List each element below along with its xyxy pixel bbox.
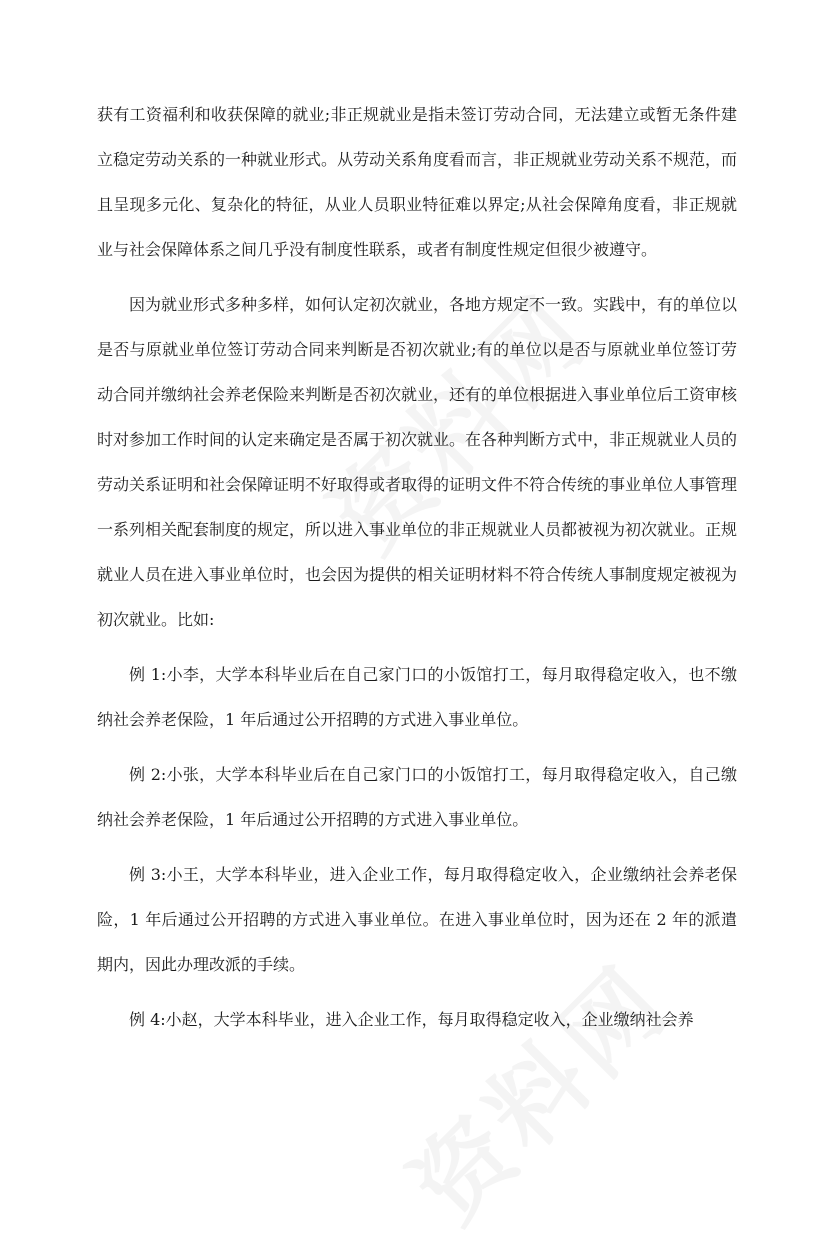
paragraph: 例 1:小李，大学本科毕业后在自己家门口的小饭馆打工，每月取得稳定收入，也不缴纳社会养老保险，1 年后通过公开招聘的方式进入事业单位。	[97, 665, 737, 729]
paragraph: 例 4:小赵，大学本科毕业，进入企业工作，每月取得稳定收入，企业缴纳社会养	[129, 1010, 694, 1029]
paragraph: 获有工资福利和收获保障的就业;非正规就业是指未签订劳动合同，无法建立或暂无条件建立稳定劳动关系的一种就业形式。从劳动关系角度看而言，非正规就业劳动关系不规范，而且呈现多元化、复杂化的特征，从业人员职业特征难以界定;从社会保障角度看，非正规就业与社会保障体系之间几乎没有制度性联系，或者有制度性规定但很少被遵守。	[97, 105, 738, 259]
document-body	[97, 92, 737, 1042]
paragraph: 例 3:小王，大学本科毕业，进入企业工作，每月取得稳定收入，企业缴纳社会养老保险，1 年后通过公开招聘的方式进入事业单位。在进入事业单位时，因为还在 2 年的派遣期内，因此办理改派的手续。	[97, 865, 737, 974]
paragraph: 例 2:小张，大学本科毕业后在自己家门口的小饭馆打工，每月取得稳定收入，自己缴纳社会养老保险，1 年后通过公开招聘的方式进入事业单位。	[97, 765, 737, 829]
paragraph: 因为就业形式多种多样，如何认定初次就业，各地方规定不一致。实践中，有的单位以是否与原就业单位签订劳动合同来判断是否初次就业;有的单位以是否与原就业单位签订劳动合同并缴纳社会养老保险来判断是否初次就业，还有的单位根据进入事业单位后工资审核时对参加工作时间的认定来确定是否属于初次就业。在各种判断方式中，非正规就业人员的劳动关系证明和社会保障证明不好取得或者取得的证明文件不符合传统的事业单位人事管理一系列相关配套制度的规定，所以进入事业单位的非正规就业人员都被视为初次就业。正规就业人员在进入事业单位时，也会因为提供的相关证明材料不符合传统人事制度规定被视为初次就业。比如:	[97, 295, 738, 629]
